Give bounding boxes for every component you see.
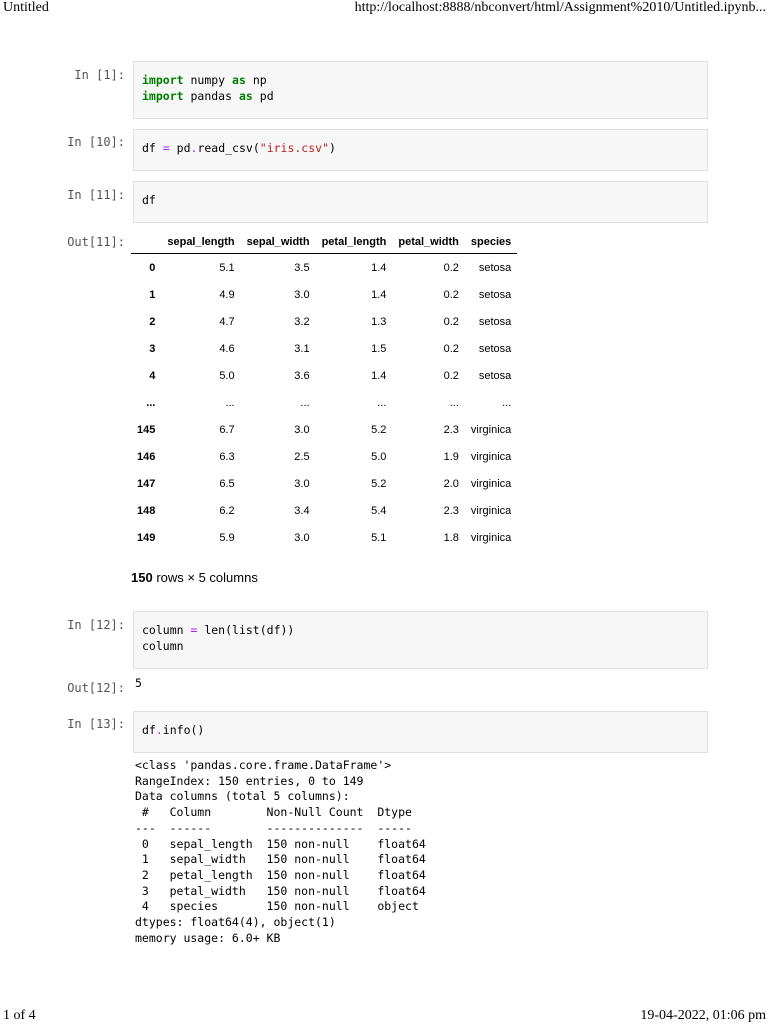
row-index: 4 — [149, 369, 156, 382]
keyword: as — [238, 89, 253, 103]
operator: . — [190, 141, 198, 155]
table-cell: virginica — [470, 504, 512, 517]
paren: ) — [329, 141, 336, 155]
code-line: df — [142, 193, 156, 207]
table-row — [131, 524, 517, 551]
table-cell: 6.2 — [219, 504, 235, 517]
table-cell: 0.2 — [443, 369, 459, 382]
table-cell: 3.4 — [294, 504, 310, 517]
function-name: info — [162, 723, 191, 737]
output-line: 2 petal_length 150 non-null float64 — [135, 867, 426, 882]
cell-11-prompt: In [11]: — [67, 188, 125, 202]
table-cell: ... — [502, 396, 512, 409]
output-line: memory usage: 6.0+ KB — [135, 930, 281, 945]
code-cell-10[interactable] — [133, 129, 708, 171]
row-index: 1 — [149, 288, 156, 301]
module-name: numpy — [190, 73, 226, 87]
table-cell: 2.3 — [443, 504, 459, 517]
table-row — [131, 308, 517, 335]
output-11-prompt: Out[11]: — [67, 235, 125, 249]
table-cell: 1.5 — [371, 342, 387, 355]
table-row — [131, 254, 517, 282]
table-cell: 3.5 — [294, 261, 310, 274]
keyword: import — [142, 73, 184, 87]
table-row — [131, 362, 517, 389]
table-cell: virginica — [470, 531, 512, 544]
row-index: ... — [146, 396, 156, 409]
table-cell: 3.0 — [294, 288, 310, 301]
table-row — [131, 389, 517, 416]
cell-1-prompt: In [1]: — [74, 68, 125, 82]
cell-13-prompt: In [13]: — [67, 717, 125, 731]
table-cell: 4.7 — [219, 315, 235, 328]
output-line: RangeIndex: 150 entries, 0 to 149 — [135, 773, 364, 788]
row-index: 2 — [149, 315, 156, 328]
table-cell: 4.9 — [219, 288, 235, 301]
table-row — [131, 443, 517, 470]
table-cell: ... — [300, 396, 310, 409]
table-cell: 1.3 — [371, 315, 387, 328]
table-row — [131, 416, 517, 443]
row-index: 149 — [137, 531, 156, 544]
row-index: 0 — [149, 261, 156, 274]
operator: = — [155, 141, 177, 155]
table-cell: ... — [377, 396, 387, 409]
output-line: 3 petal_width 150 non-null float64 — [135, 883, 426, 898]
shape-rows: 150 — [131, 570, 153, 585]
shape-suffix: rows × 5 columns — [152, 570, 258, 585]
module-alias: pd — [259, 89, 274, 103]
table-cell: 3.0 — [294, 531, 310, 544]
row-index: 145 — [137, 423, 156, 436]
page-footer-page-number: 1 of 4 — [3, 1008, 36, 1023]
paren: () — [190, 723, 205, 737]
table-cell: 0.2 — [443, 342, 459, 355]
table-cell: 5.4 — [371, 504, 387, 517]
column-header: sepal_width — [241, 230, 316, 254]
page-footer-datetime: 19-04-2022, 01:06 pm — [640, 1008, 766, 1023]
module-name: pandas — [190, 89, 233, 103]
output-line: 0 sepal_length 150 non-null float64 — [135, 836, 426, 851]
table-cell: 1.8 — [443, 531, 459, 544]
paren: ( — [252, 141, 260, 155]
table-cell: 3.0 — [294, 423, 310, 436]
code-cell-1[interactable] — [133, 61, 708, 119]
table-row — [131, 497, 517, 524]
index-header — [131, 230, 161, 254]
output-line: --- ------ -------------- ----- — [135, 820, 412, 835]
page-header-url: http://localhost:8888/nbconvert/html/Assignment%2010/Untitled.ipynb... — [354, 0, 766, 15]
row-index: 148 — [137, 504, 156, 517]
row-index: 146 — [137, 450, 156, 463]
table-cell: ... — [449, 396, 459, 409]
variable: df — [142, 723, 156, 737]
table-cell: 2.5 — [294, 450, 310, 463]
output-line: 4 species 150 non-null object — [135, 899, 419, 914]
table-cell: 2.3 — [443, 423, 459, 436]
table-cell: 4.6 — [219, 342, 235, 355]
table-cell: 2.0 — [443, 477, 459, 490]
table-cell: 5.1 — [371, 531, 387, 544]
dataframe-shape-text — [131, 570, 258, 585]
operator: . — [155, 723, 163, 737]
table-cell: 1.4 — [371, 261, 387, 274]
code-cell-12[interactable] — [133, 611, 708, 669]
table-row — [131, 335, 517, 362]
keyword: import — [142, 89, 184, 103]
table-cell: 6.5 — [219, 477, 235, 490]
code-cell-13[interactable] — [133, 711, 708, 753]
page-header-title: Untitled — [3, 0, 49, 15]
table-cell: 1.4 — [371, 288, 387, 301]
code-cell-11[interactable] — [133, 181, 708, 223]
table-cell: setosa — [478, 315, 512, 328]
table-cell: 3.6 — [294, 369, 310, 382]
table-cell: 1.4 — [371, 369, 387, 382]
column-header: sepal_length — [161, 230, 240, 254]
table-cell: virginica — [470, 477, 512, 490]
dataframe-table — [131, 230, 517, 551]
cell-12-prompt: In [12]: — [67, 618, 125, 632]
table-cell: 5.0 — [371, 450, 387, 463]
expression: len(list(df)) — [204, 623, 295, 637]
output-line: dtypes: float64(4), object(1) — [135, 915, 336, 930]
table-cell: 0.2 — [443, 288, 459, 301]
table-row — [131, 470, 517, 497]
function-name: read_csv — [197, 141, 253, 155]
table-cell: 5.2 — [371, 477, 387, 490]
table-cell: 5.0 — [219, 369, 235, 382]
module-alias: np — [252, 73, 267, 87]
info-output — [135, 758, 426, 946]
output-12-value: 5 — [135, 676, 142, 690]
table-cell: ... — [225, 396, 235, 409]
variable: df — [142, 141, 156, 155]
table-cell: 6.3 — [219, 450, 235, 463]
output-line: Data columns (total 5 columns): — [135, 789, 350, 804]
table-cell: 6.7 — [219, 423, 235, 436]
column-header: petal_width — [392, 230, 465, 254]
table-cell: 5.2 — [371, 423, 387, 436]
table-cell: 3.1 — [294, 342, 310, 355]
string-literal: "iris.csv" — [259, 141, 330, 155]
output-line: # Column Non-Null Count Dtype — [135, 805, 412, 820]
table-header-row — [131, 230, 517, 254]
table-cell: setosa — [478, 342, 512, 355]
column-header: species — [465, 230, 517, 254]
column-header: petal_length — [316, 230, 393, 254]
output-line: <class 'pandas.core.frame.DataFrame'> — [135, 758, 392, 772]
row-index: 3 — [149, 342, 156, 355]
variable: column — [142, 623, 184, 637]
table-cell: 5.1 — [219, 261, 235, 274]
operator: = — [183, 623, 205, 637]
table-cell: 1.9 — [443, 450, 459, 463]
table-cell: virginica — [470, 450, 512, 463]
table-cell: 0.2 — [443, 261, 459, 274]
table-cell: 0.2 — [443, 315, 459, 328]
output-12-prompt: Out[12]: — [67, 681, 125, 695]
cell-10-prompt: In [10]: — [67, 135, 125, 149]
table-cell: setosa — [478, 288, 512, 301]
keyword: as — [232, 73, 246, 87]
table-cell: setosa — [478, 369, 512, 382]
table-cell: virginica — [470, 423, 512, 436]
output-line: 1 sepal_width 150 non-null float64 — [135, 852, 426, 867]
row-index: 147 — [137, 477, 156, 490]
table-row — [131, 281, 517, 308]
module-name: pd — [176, 141, 191, 155]
table-cell: 3.0 — [294, 477, 310, 490]
table-cell: setosa — [478, 261, 512, 274]
table-cell: 3.2 — [294, 315, 310, 328]
code-line: column — [142, 639, 184, 653]
table-cell: 5.9 — [219, 531, 235, 544]
